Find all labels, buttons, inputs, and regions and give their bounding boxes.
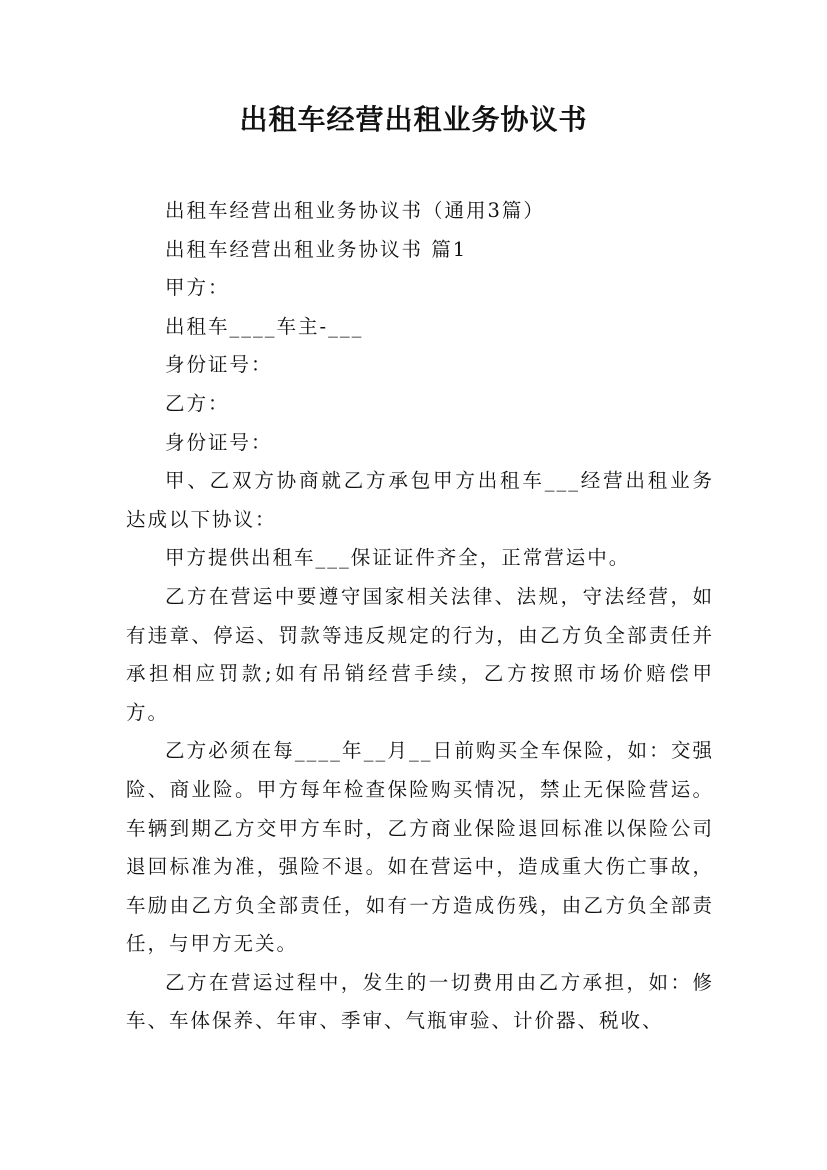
paragraph-section-heading: 出租车经营出租业务协议书 篇1 <box>165 237 468 261</box>
paragraph-id-number-a: 身份证号： <box>165 353 273 377</box>
paragraph-clause-4: 乙方在营运过程中，发生的一切费用由乙方承担，如：修车、车体保养、年审、季审、气瓶审验、计价器、税收、 <box>126 970 714 1033</box>
paragraph-subtitle: 出租车经营出租业务协议书（通用3篇） <box>165 199 545 222</box>
paragraph-taxi-owner: 出租车____车主-___ <box>165 314 364 338</box>
document-title: 出租车经营出租业务协议书 <box>239 103 588 136</box>
paragraph-party-a: 甲方： <box>165 276 230 300</box>
paragraph-clause-2: 乙方在营运中要遵守国家相关法律、法规，守法经营，如有违章、停运、罚款等违反规定的行为，由乙方负全部责任并承担相应罚款;如有吊销经营手续，乙方按照市场价赔偿甲方。 <box>126 584 714 724</box>
paragraph-agreement-intro: 甲、乙双方协商就乙方承包甲方出租车___经营出租业务达成以下协议： <box>126 469 714 531</box>
paragraph-clause-3: 乙方必须在每____年__月__日前购买全车保险，如：交强险、商业险。甲方每年检查保险购买情况，禁止无保险营运。车辆到期乙方交甲方车时，乙方商业保险退回标准以保险公司退回标准为准，强险不退。如在营运中，造成重大伤亡事故，车励由乙方负全部责任，如有一方造成伤残，由乙方负全部责任，与甲方无关。 <box>126 739 714 956</box>
paragraph-clause-1: 甲方提供出租车___保证证件齐全，正常营运中。 <box>165 546 631 570</box>
document-body <box>126 192 714 1041</box>
paragraph-id-number-b: 身份证号： <box>165 430 273 454</box>
paragraph-party-b: 乙方： <box>165 391 230 415</box>
